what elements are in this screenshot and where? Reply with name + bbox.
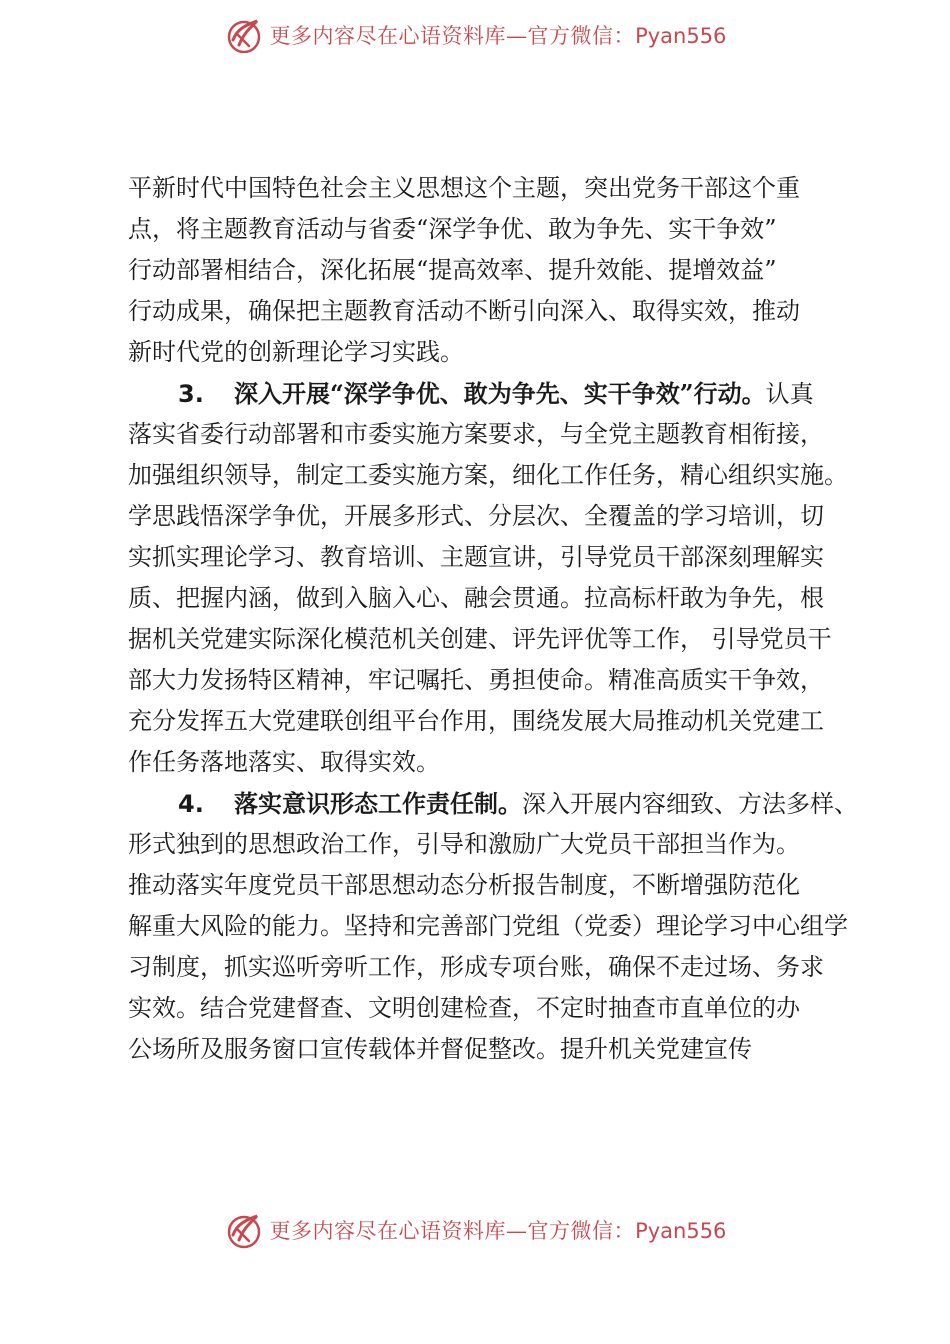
document-body bbox=[128, 168, 858, 1070]
text-line: 平新时代中国特色社会主义思想这个主题，突出党务干部这个重 bbox=[128, 174, 800, 202]
text-line: 解重大风险的能力。坚持和完善部门党组（党委）理论学习中心组学 bbox=[128, 912, 848, 940]
text-line: 部大力发扬特区精神，牢记嘱托、勇担使命。精准高质实干争效， bbox=[128, 666, 824, 694]
section-3-number: 3. bbox=[178, 380, 204, 408]
text-line: 实抓实理论学习、教育培训、主题宣讲，引导党员干部深刻理解实 bbox=[128, 543, 824, 571]
text-line: 点，将主题教育活动与省委“深学争优、敢为争先、实干争效” bbox=[128, 215, 777, 243]
continuation-paragraph bbox=[128, 168, 858, 373]
section-3-first-line-rest: 认真 bbox=[765, 380, 814, 408]
section-3-heading: 深入开展“深学争优、敢为争先、实干争效”行动。 bbox=[234, 379, 766, 408]
text-line: 行动成果，确保把主题教育活动不断引向深入、取得实效，推动 bbox=[128, 297, 800, 325]
text-line: 习制度，抓实巡听旁听工作，形成专项台账，确保不走过场、务求 bbox=[128, 953, 824, 981]
text-line: 作任务落地落实、取得实效。 bbox=[128, 748, 440, 776]
text-line: 据机关党建实际深化模范机关创建、评先评优等工作， 引导党员干 bbox=[128, 625, 832, 653]
watermark-text bbox=[270, 20, 727, 50]
section-4-number: 4. bbox=[178, 790, 204, 818]
watermark-logo-icon bbox=[224, 1210, 264, 1250]
text-line: 实效。结合党建督查、文明创建检查，不定时抽查市直单位的办 bbox=[128, 994, 800, 1022]
text-line: 充分发挥五大党建联创组平台作用，围绕发展大局推动机关党建工 bbox=[128, 707, 824, 735]
text-line: 行动部署相结合，深化拓展“提高效率、提升效能、提增效益” bbox=[128, 256, 777, 284]
watermark-handle: Pyan556 bbox=[635, 24, 727, 48]
watermark-label: 更多内容尽在心语资料库—官方微信： bbox=[269, 1219, 636, 1243]
text-line: 形式独到的思想政治工作，引导和激励广大党员干部担当作为。 bbox=[128, 830, 800, 858]
text-line: 质、把握内涵，做到入脑入心、融会贯通。拉高标杆敢为争先，根 bbox=[128, 584, 824, 612]
section-4-heading: 落实意识形态工作责任制。 bbox=[234, 789, 522, 818]
section-4-first-line bbox=[128, 783, 858, 824]
watermark-label: 更多内容尽在心语资料库—官方微信： bbox=[269, 24, 636, 48]
section-4-first-line-rest: 深入开展内容细致、方法多样、 bbox=[522, 790, 858, 818]
watermark-text bbox=[270, 1215, 727, 1245]
text-line: 公场所及服务窗口宣传载体并督促整改。提升机关党建宣传 bbox=[128, 1035, 752, 1063]
section-4-paragraph bbox=[128, 783, 858, 1070]
text-line: 加强组织领导，制定工委实施方案，细化工作任务，精心组织实施。 bbox=[128, 461, 848, 489]
watermark-logo-icon bbox=[224, 15, 264, 55]
text-line: 学思践悟深学争优，开展多形式、分层次、全覆盖的学习培训，切 bbox=[128, 502, 824, 530]
watermark-handle: Pyan556 bbox=[635, 1219, 727, 1243]
header-watermark bbox=[0, 10, 950, 60]
text-line: 新时代党的创新理论学习实践。 bbox=[128, 338, 464, 366]
footer-watermark bbox=[0, 1205, 950, 1255]
section-3-paragraph bbox=[128, 373, 858, 783]
section-3-first-line bbox=[128, 373, 858, 414]
text-line: 推动落实年度党员干部思想动态分析报告制度，不断增强防范化 bbox=[128, 871, 800, 899]
text-line: 落实省委行动部署和市委实施方案要求，与全党主题教育相衔接， bbox=[128, 420, 824, 448]
